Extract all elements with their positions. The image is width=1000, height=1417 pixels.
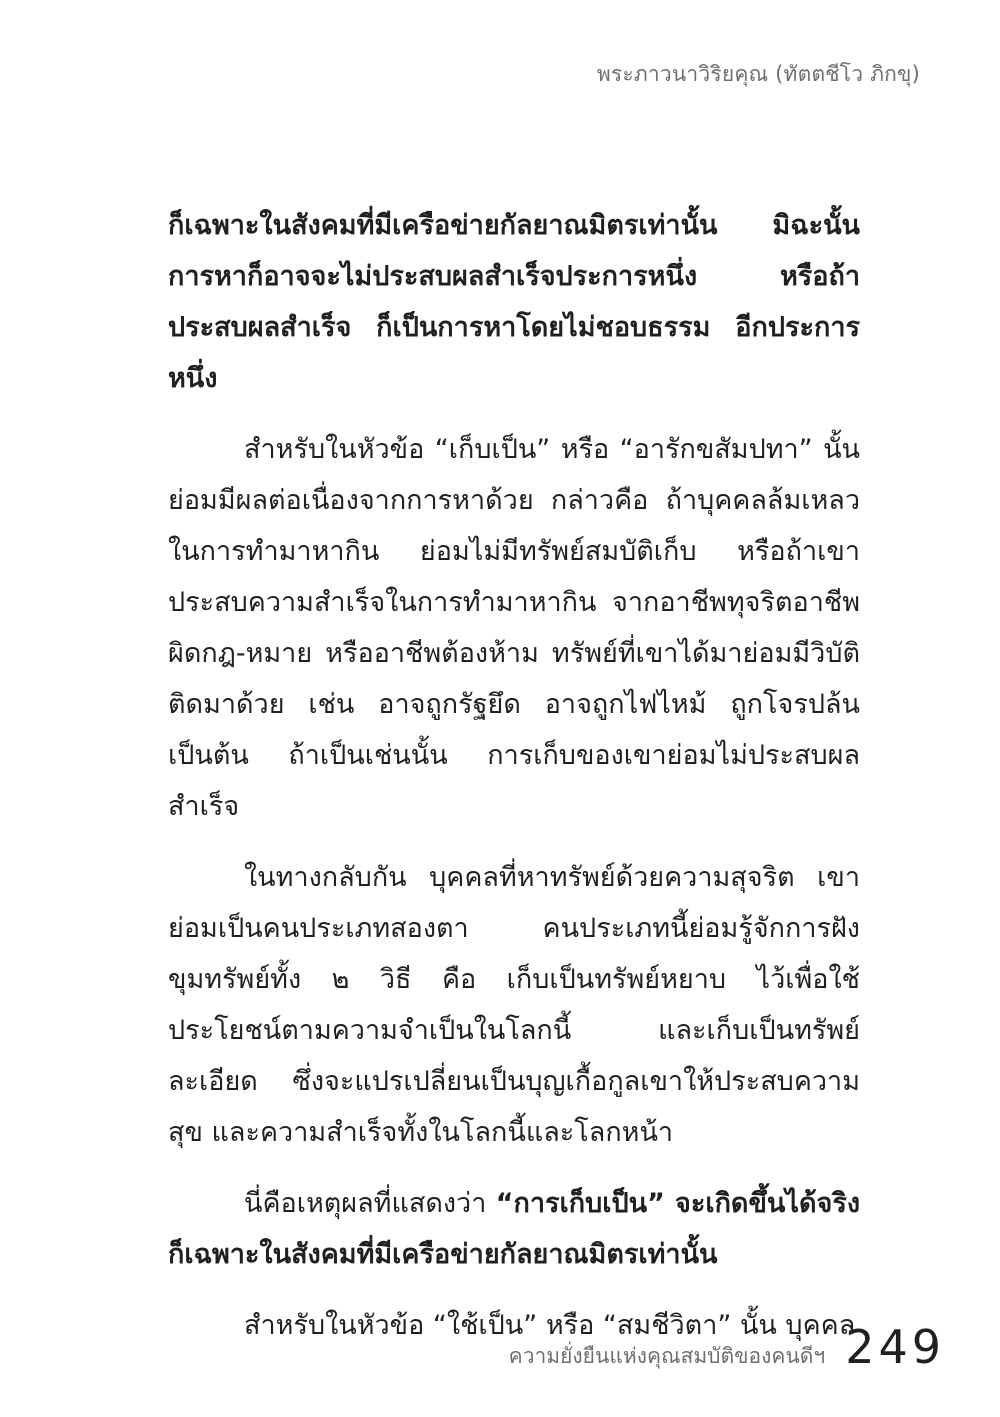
paragraph-conclusion	[168, 1178, 860, 1280]
page-number: 249	[845, 1320, 945, 1374]
paragraph-keeping: สำหรับในหัวข้อ “เก็บเป็น” หรือ “อารักขสัมปทา” นั้น ย่อมมีผลต่อเนื่องจากการหาด้วย กล่าวคือ ถ้าบุคคลล้มเหลวในการทำมาหากิน ย่อมไม่มีทรัพย์สมบัติเก็บ หรือถ้าเขาประสบความสำเร็จในการทำมาหากิน จากอาชีพทุจริตอาชีพผิดกฎ-หมาย หรืออาชีพต้องห้าม ทรัพย์ที่เขาได้มาย่อมมีวิบัติติดมาด้วย เช่น อาจถูกรัฐยึด อาจถูกไฟไหม้ ถูกโจรปล้น เป็นต้น ถ้าเป็นเช่นนั้น การเก็บของเขาย่อมไม่ประสบผลสำเร็จ	[168, 434, 860, 822]
running-header-author: พระภาวนาวิริยคุณ (ทัตตชีโว ภิกขุ)	[596, 62, 920, 86]
conclusion-regular-text: นี่คือเหตุผลที่แสดงว่า	[244, 1188, 496, 1219]
body-text	[168, 200, 860, 1371]
paragraph-honest-wealth: ในทางกลับกัน บุคคลที่หาทรัพย์ด้วยความสุจริต เขาย่อมเป็นคนประเภทสองตา คนประเภทนี้ย่อมรู้จักการฝังขุมทรัพย์ทั้ง ๒ วิธี คือ เก็บเป็นทรัพย์หยาบ ไว้เพื่อใช้ประโยชน์ตามความจำเป็นในโลกนี้ และเก็บเป็นทรัพย์ละเอียด ซึ่งจะแปรเปลี่ยนเป็นบุญเกื้อกูลเขาให้ประสบความสุข และความสำเร็จทั้งในโลกนี้และโลกหน้า	[168, 862, 860, 1148]
conclusion-bold-text: “การเก็บเป็น” จะเกิดขึ้นได้จริงก็เฉพาะในสังคมที่มีเครือข่ายกัลยาณมิตรเท่านั้น	[168, 1188, 860, 1270]
page-footer	[509, 1320, 945, 1374]
paragraph-spending: สำหรับในหัวข้อ “ใช้เป็น” หรือ “สมชีวิตา” นั้น บุคคล	[244, 1310, 856, 1341]
paragraph-continued: ก็เฉพาะในสังคมที่มีเครือข่ายกัลยาณมิตรเท่านั้น มิฉะนั้น การหาก็อาจจะไม่ประสบผลสำเร็จประการหนึ่ง หรือถ้าประสบผลสำเร็จ ก็เป็นการหาโดยไม่ชอบธรรม อีกประการหนึ่ง	[168, 210, 860, 394]
footer-book-title: ความยั่งยืนแห่งคุณสมบัติของคนดีฯ	[508, 1344, 826, 1368]
